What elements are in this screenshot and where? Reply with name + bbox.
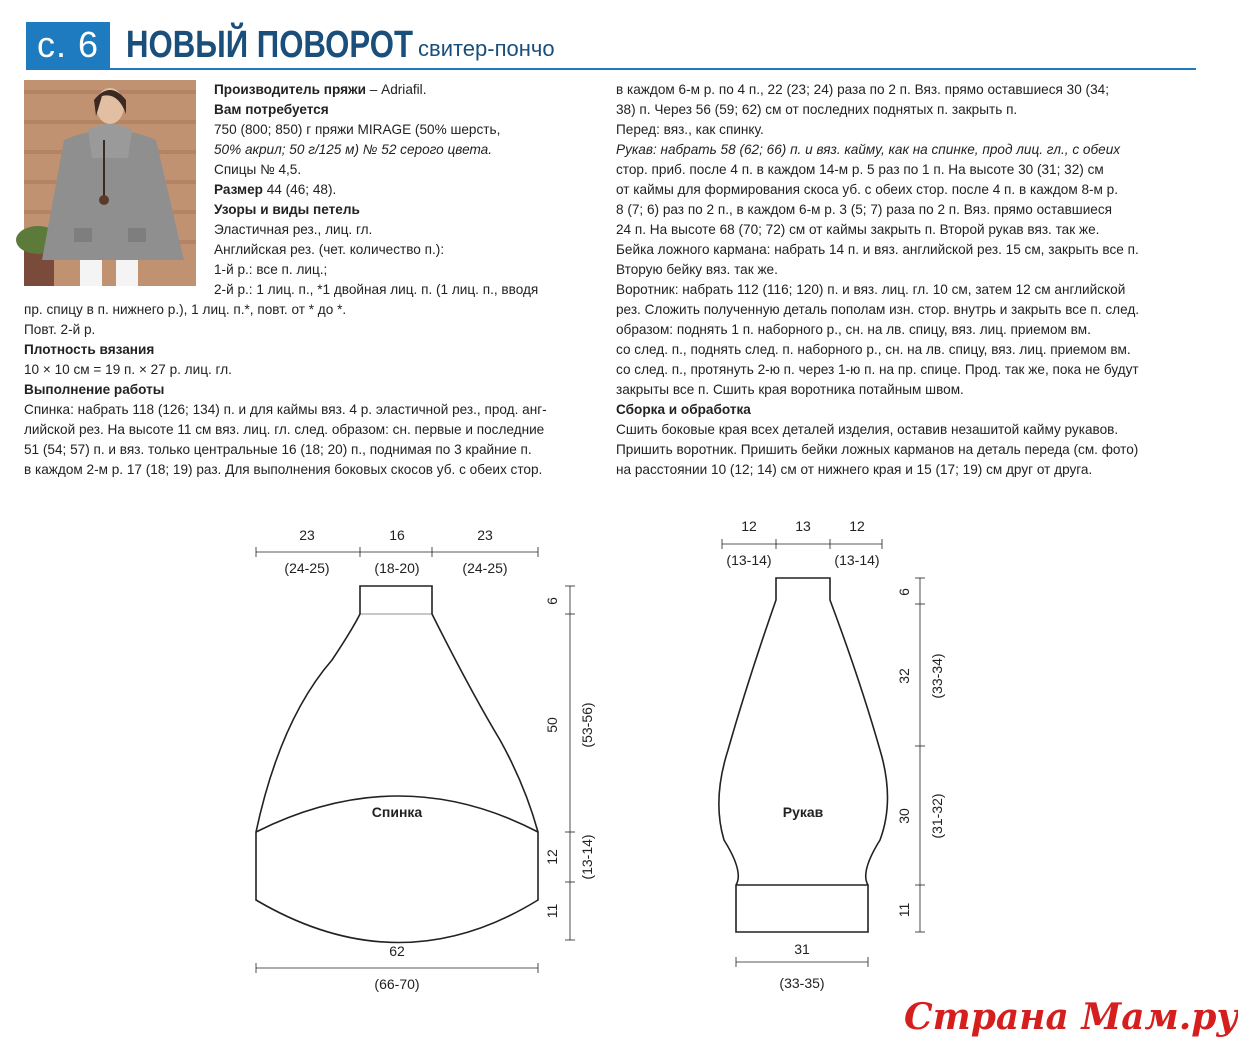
sleeve-dim-lower-height-alt: (31-32) (929, 793, 945, 839)
text-line: образом: поднять 1 п. наборного р., сн. на лв. спицу, вяз. лиц. приемом вм. (616, 322, 1091, 337)
sleeve-dim-upper-height-alt: (33-34) (929, 653, 945, 699)
sleeve-piece-label: Рукав (782, 804, 824, 820)
back-line: в каждом 2-м р. 17 (18; 19) раз. Для выполнения боковых скосов уб. с обеих стор. (24, 462, 543, 477)
text-line: Воротник: набрать 112 (116; 120) п. и вяз. лиц. гл. 10 см, затем 12 см английской (616, 282, 1126, 297)
work-label: Выполнение работы (24, 382, 165, 397)
text-line: 24 п. На высоте 68 (70; 72) см от каймы закрыть п. Второй рукав вяз. так же. (616, 222, 1100, 237)
text-line: в каждом 6-м р. по 4 п., 22 (23; 24) раза по 2 п. Вяз. прямо оставшиеся 30 (34; (616, 82, 1109, 97)
pattern-row-2b: пр. спицу в п. нижнего р.), 1 лиц. п.*, повт. от * до *. (24, 302, 347, 317)
back-dim-band-height: 12 (544, 849, 560, 865)
back-line: 51 (54; 57) п. и вяз. только центральные 16 (18; 20) п., поднимая по 3 крайние п. (24, 442, 532, 457)
sleeve-piece-outline (719, 578, 888, 932)
back-dim-bottom-band: 11 (544, 903, 560, 919)
text-line: со след. п., протянуть 2-ю п. через 1-ю п. на пр. спице. Прод. так же, пока не будут (616, 362, 1139, 377)
back-piece-label: Спинка (371, 804, 423, 820)
sleeve-dim-lower-height: 30 (896, 808, 912, 824)
sleeve-dim-top-height: 6 (896, 588, 912, 596)
back-dim-neck-height: 6 (544, 597, 560, 605)
back-dim-bottom-width-alt: (66-70) (374, 976, 420, 992)
sleeve-dim-top-right: 12 (849, 518, 865, 534)
pattern-repeat: Повт. 2-й р. (24, 322, 96, 337)
need-label: Вам потребуется (214, 102, 329, 117)
assembly-line: Пришить воротник. Пришить бейки ложных карманов на деталь переда (см. фото) (616, 442, 1139, 457)
size-label: Размер (214, 182, 263, 197)
back-line: Спинка: набрать 118 (126; 134) п. и для каймы вяз. 4 р. эластичной рез., прод. анг- (24, 402, 547, 417)
sleeve-dim-cuff-height: 11 (896, 902, 912, 918)
back-piece-outline (256, 586, 538, 943)
text-line: 8 (7; 6) раз по 2 п., в каждом 6-м р. 3 (5; 7) раза по 2 п. Вяз. прямо оставшиеся (616, 202, 1113, 217)
text-line: рез. Сложить полученную деталь пополам изн. стор. внутрь и закрыть все п. след. (616, 302, 1140, 317)
sleeve-dim-top-right-alt: (13-14) (834, 552, 880, 568)
page-subtitle: свитер-пончо (418, 36, 555, 61)
sleeve-dim-top-left: 12 (741, 518, 757, 534)
back-dim-top-right: 23 (477, 527, 493, 543)
assembly-label: Сборка и обработка (616, 402, 751, 417)
size-value: 44 (46; 48). (262, 182, 337, 197)
manufacturer-label: Производитель пряжи (214, 82, 367, 97)
back-line: лийской рез. На высоте 11 см вяз. лиц. гл. след. образом: сн. первые и последние (24, 422, 545, 437)
text-line: Бейка ложного кармана: набрать 14 п. и вяз. английской рез. 15 см, закрыть все п. (616, 242, 1139, 257)
text-line: 38) п. Через 56 (59; 62) см от последних поднятых п. закрыть п. (616, 102, 1018, 117)
back-dim-body-height: 50 (544, 717, 560, 733)
yarn-line-1: 750 (800; 850) г пряжи MIRAGE (50% шерсть, (214, 122, 501, 137)
density-label: Плотность вязания (24, 342, 155, 357)
pattern-row-2: 2-й р.: 1 лиц. п., *1 двойная лиц. п. (1 лиц. п., вводя (214, 282, 539, 297)
pattern-english: Английская рез. (чет. количество п.): (214, 242, 445, 257)
sleeve-dim-bottom-width: 31 (794, 941, 810, 957)
back-dim-top-center: 16 (389, 527, 405, 543)
patterns-label: Узоры и виды петель (214, 202, 360, 217)
text-line: закрыты все п. Сшить края воротника потайным швом. (616, 382, 964, 397)
yarn-line-2: 50% акрил; 50 г/125 м) № 52 серого цвета. (214, 142, 493, 157)
text-line: со след. п., поднять след. п. наборного р., сн. на лв. спицу, вяз. лиц. приемом вм. (616, 342, 1131, 357)
sleeve-dim-upper-height: 32 (896, 668, 912, 684)
back-dim-top-left: 23 (299, 527, 315, 543)
site-watermark: Страна Мам.ру (904, 996, 1238, 1038)
text-line: Вторую бейку вяз. так же. (616, 262, 778, 277)
text-line: стор. приб. после 4 п. в каждом 14-м р. 5 раз по 1 п. На высоте 30 (31; 32) см (616, 162, 1104, 177)
assembly-line: Сшить боковые края всех деталей изделия, оставив незашитой кайму рукавов. (616, 422, 1119, 437)
back-dim-top-center-alt: (18-20) (374, 560, 420, 576)
density-value: 10 × 10 см = 19 п. × 27 р. лиц. гл. (24, 362, 232, 377)
assembly-line: на расстоянии 10 (12; 14) см от нижнего края и 15 (17; 19) см друг от друга. (616, 462, 1093, 477)
page-title: НОВЫЙ ПОВОРОТ (126, 24, 414, 66)
pattern-row-1: 1-й р.: все п. лиц.; (214, 262, 328, 277)
page-number-badge: с. 6 (26, 22, 110, 68)
pattern-elastic: Эластичная рез., лиц. гл. (214, 222, 373, 237)
back-dim-top-left-alt: (24-25) (284, 560, 330, 576)
text-line: Перед: вяз., как спинку. (616, 122, 764, 137)
sleeve-intro: Рукав: набрать 58 (62; 66) п. и вяз. кайму, как на спинке, прод лиц. гл., с обеих (616, 142, 1121, 157)
sleeve-dim-top-left-alt: (13-14) (726, 552, 772, 568)
sleeve-dim-top-center: 13 (795, 518, 811, 534)
needles: Спицы № 4,5. (214, 162, 302, 177)
manufacturer-value: – Adriafil. (366, 82, 427, 97)
sleeve-dim-bottom-width-alt: (33-35) (779, 975, 825, 991)
back-dim-band-height-alt: (13-14) (579, 834, 595, 880)
text-line: от каймы для формирования скоса уб. с обеих стор. после 4 п. в каждом 8-м р. (616, 182, 1119, 197)
back-dim-bottom-width: 62 (389, 943, 405, 959)
back-dim-body-height-alt: (53-56) (579, 702, 595, 748)
back-dim-top-right-alt: (24-25) (462, 560, 508, 576)
